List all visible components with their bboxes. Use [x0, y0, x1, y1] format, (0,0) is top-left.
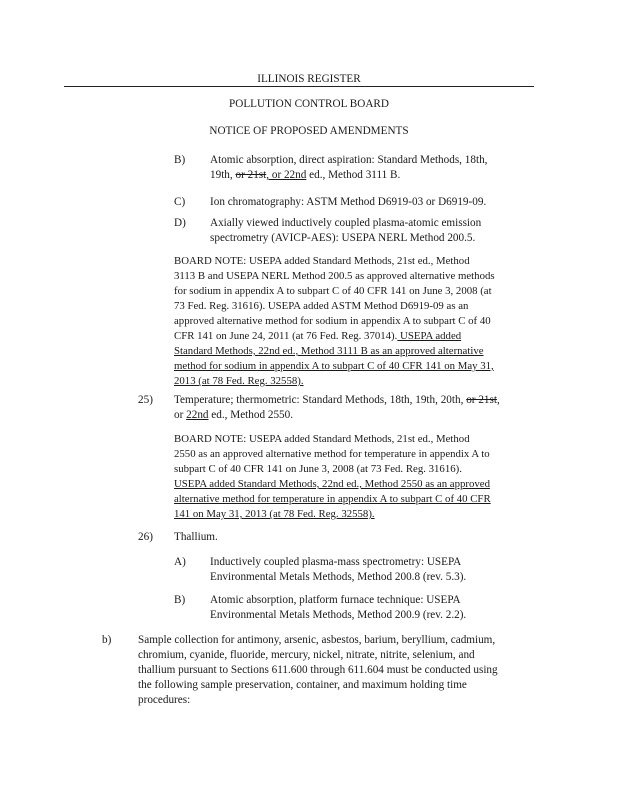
list-d-line1: Axially viewed inductively coupled plasma-atomic emission: [210, 217, 482, 229]
inserted-text: , or 22nd: [266, 169, 307, 181]
item-26a-line1: Inductively coupled plasma-mass spectrometry: USEPA: [210, 556, 462, 568]
list-b-line2: 19th, or 21st, or 22nd ed., Method 3111 B.: [210, 169, 401, 181]
item-26a-label: A): [174, 556, 186, 568]
board-note-1: BOARD NOTE: USEPA added Standard Methods, 21st ed., Method 3113 B and USEPA NERL Method 200.5 as approved alternative methods for sodium in appendix A to subpart C of 40 CFR 141 on June 3, 2008 (at 73 Fed. Reg. 31616). USEPA added ASTM Method D6919-09 as an approved alternative method for sodium in appendix A to subpart C of 40 CFR 141 on June 24, 2011 (at 76 Fed. Reg. 37014). USEPA added Standard Methods, 22nd ed., Method 3111 B as an approved alternative method for sodium in appendix A to subpart C of 40 CFR 141 on May 31, 2013 (at 78 Fed. Reg. 32558).: [174, 255, 495, 387]
item-26-text: Thallium.: [174, 531, 218, 543]
item-26-label: 26): [138, 531, 153, 543]
list-d-line2: spectrometry (AVICP-AES): USEPA NERL Method 200.5.: [210, 232, 476, 244]
board-title: POLLUTION CONTROL BOARD: [229, 98, 389, 110]
item-26b-line2: Environmental Metals Methods, Method 200.9 (rev. 2.2).: [210, 609, 467, 621]
item-26a-line2: Environmental Metals Methods, Method 200.8 (rev. 5.3).: [210, 571, 467, 583]
item-26b-line1: Atomic absorption, platform furnace technique: USEPA: [210, 594, 461, 606]
item-25-line2: or 22nd ed., Method 2550.: [174, 409, 294, 421]
list-d-label: D): [174, 217, 186, 229]
para-b-text: Sample collection for antimony, arsenic, asbestos, barium, beryllium, cadmium, chromium, cyanide, fluoride, mercury, nickel, nitrate, nitrite, selenium, and thallium pursuant to Sections 611.600 through 611.604 must be conducted using the following sample preservation, container, and maximum holding time procedures:: [138, 634, 498, 706]
list-b-line1: Atomic absorption, direct aspiration: Standard Methods, 18th,: [210, 154, 488, 166]
list-c-label: C): [174, 196, 186, 208]
item-25-label: 25): [138, 394, 153, 406]
strike-text: or 21st: [235, 169, 267, 181]
notice-title: NOTICE OF PROPOSED AMENDMENTS: [209, 125, 409, 137]
item-26b-label: B): [174, 594, 186, 606]
item-25-line1: Temperature; thermometric: Standard Methods, 18th, 19th, 20th, or 21st,: [174, 394, 500, 406]
list-c-text: Ion chromatography: ASTM Method D6919-03 or D6919-09.: [210, 196, 487, 208]
list-b-label: B): [174, 154, 186, 166]
para-b-label: b): [102, 634, 112, 646]
board-note-2: BOARD NOTE: USEPA added Standard Methods, 21st ed., Method 2550 as an approved alternative method for temperature in appendix A to subpart C of 40 CFR 141 on June 3, 2008 (at 73 Fed. Reg. 31616). USEPA added Standard Methods, 22nd ed., Method 2550 as an approved alternative method for temperature in appendix A to subpart C of 40 CFR 141 on May 31, 2013 (at 78 Fed. Reg. 32558).: [174, 433, 491, 520]
register-title: ILLINOIS REGISTER: [257, 73, 361, 85]
